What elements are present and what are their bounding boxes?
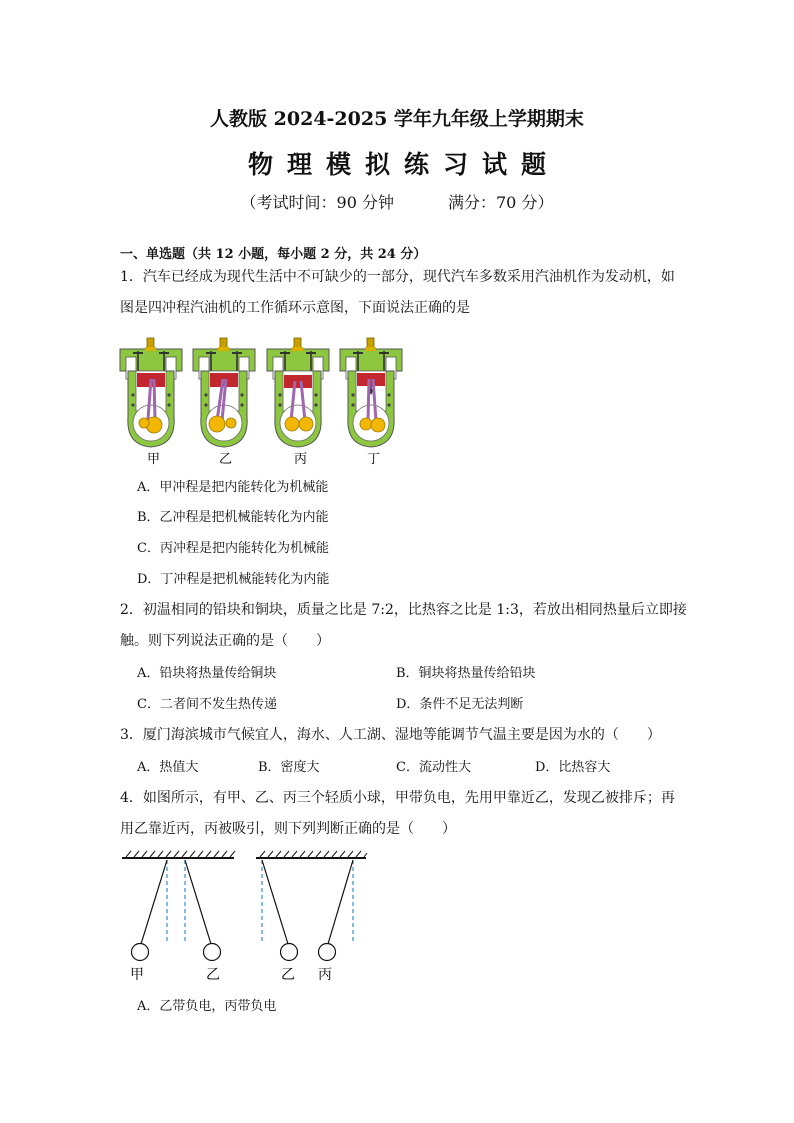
exam-time: （考试时间：90 分钟	[240, 193, 394, 212]
q2-option-b[interactable]: B．铜块将热量传给铅块	[396, 666, 536, 681]
q1-stem-line1: 1．汽车已经成为现代生活中不可缺少的一部分，现代汽车多数采用汽油机作为发动机，如	[120, 269, 675, 285]
engine-stroke-jia	[120, 338, 182, 447]
q3-option-b[interactable]: B．密度大	[258, 760, 320, 775]
pendulum-label-yi: 乙	[206, 967, 220, 983]
q4-stem-line2: 用乙靠近丙，丙被吸引，则下列判断正确的是（ ）	[120, 821, 456, 837]
exam-title-line1: 人教版 2024-2025 学年九年级上学期期末	[210, 108, 584, 130]
q1-option-a[interactable]: A．甲冲程是把内能转化为机械能	[137, 480, 329, 495]
ball-yi-left	[204, 944, 221, 961]
q1-engine-figure	[118, 335, 418, 470]
q4-pendulum-figure	[118, 848, 378, 983]
figure-label-yi: 乙	[219, 452, 233, 467]
q2-option-c[interactable]: C．二者间不发生热传递	[137, 697, 277, 712]
figure-label-ding: 丁	[367, 452, 381, 467]
q3-option-d[interactable]: D．比热容大	[535, 760, 611, 775]
engine-stroke-ding	[340, 338, 402, 447]
q1-option-c[interactable]: C．丙冲程是把内能转化为机械能	[137, 541, 329, 556]
exam-score: 满分：70 分）	[448, 193, 554, 212]
pendulum-label-yi-2: 乙	[281, 967, 295, 983]
q2-option-a[interactable]: A．铅块将热量传给铜块	[137, 666, 277, 681]
engine-stroke-bing	[267, 338, 329, 447]
engine-stroke-yi	[193, 338, 255, 447]
q1-option-d[interactable]: D．丁冲程是把机械能转化为内能	[137, 572, 330, 587]
pendulum-label-jia: 甲	[130, 967, 144, 983]
figure-label-bing: 丙	[294, 452, 308, 467]
q3-stem: 3．厦门海滨城市气候宜人，海水、人工湖、湿地等能调节气温主要是因为水的（ ）	[120, 727, 661, 743]
q2-stem-line2: 触。则下列说法正确的是（ ）	[120, 633, 330, 649]
q2-stem-line1: 2．初温相同的铅块和铜块，质量之比是 7:2，比热容之比是 1:3，若放出相同热量后立即接	[120, 602, 687, 618]
q2-option-d[interactable]: D．条件不足无法判断	[396, 697, 524, 712]
ball-bing	[319, 944, 336, 961]
section-title-single-choice: 一、单选题（共 12 小题，每小题 2 分，共 24 分）	[120, 247, 427, 262]
ball-jia	[132, 944, 149, 961]
ball-yi-right	[281, 944, 298, 961]
q1-stem-line2: 图是四冲程汽油机的工作循环示意图，下面说法正确的是	[120, 300, 470, 316]
q3-option-a[interactable]: A．热值大	[137, 760, 199, 775]
exam-title-line2: 物理模拟练习试题	[247, 150, 560, 179]
q4-stem-line1: 4．如图所示，有甲、乙、丙三个轻质小球，甲带负电，先用甲靠近乙，发现乙被排斥；再	[120, 790, 675, 806]
pendulum-label-bing: 丙	[318, 967, 332, 983]
q4-option-a[interactable]: A．乙带负电，丙带负电	[137, 999, 277, 1014]
q1-option-b[interactable]: B．乙冲程是把机械能转化为内能	[137, 510, 329, 525]
figure-label-jia: 甲	[147, 452, 161, 467]
exam-info	[0, 190, 794, 213]
q3-option-c[interactable]: C．流动性大	[396, 760, 471, 775]
